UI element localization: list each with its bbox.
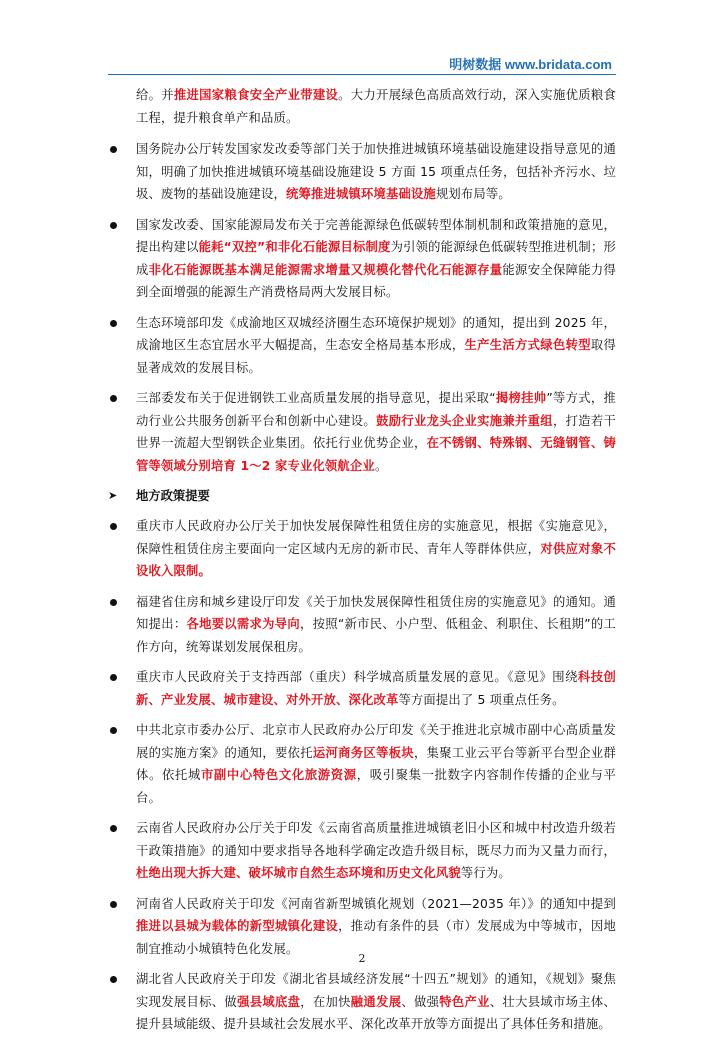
highlight-text: 推进国家粮食安全产业带建设 bbox=[173, 88, 339, 102]
body-text: ，推动有条件的县（市）发展成为中等城市，因地制宜推动小城镇特色化发展。 bbox=[136, 919, 617, 956]
body-text: ，吸引聚集一批数字内容制作传播的企业与平台。 bbox=[136, 768, 616, 805]
highlight-text: 强县域底盘 bbox=[237, 994, 301, 1009]
highlight-text: 非化石能源既基本满足能源需求增量又规模化替代化石能源存量 bbox=[148, 262, 503, 277]
header-rule bbox=[108, 74, 616, 75]
highlight-text: 鼓励行业龙头企业实施兼并重组 bbox=[376, 413, 553, 428]
highlight-text: 推进以县城为载体的新型城镇化建设 bbox=[136, 919, 339, 933]
page-number: 2 bbox=[358, 952, 366, 965]
highlight-text: 杜绝出现大拆大建、破坏城市自然生态环境和历史文化风貌 bbox=[136, 866, 461, 880]
policy-item bbox=[108, 968, 616, 1036]
body-text: 重庆市人民政府关于支持西部（重庆）科学城高质量发展的意见。《意见》围绕 bbox=[136, 670, 578, 684]
body-text: 给。并 bbox=[136, 88, 174, 102]
intro-paragraph bbox=[108, 84, 616, 129]
body-text: 、做强 bbox=[401, 994, 440, 1009]
body-text: 规划布局等。 bbox=[435, 187, 511, 201]
document-body bbox=[108, 84, 616, 1044]
arrow-bullet-icon: ➤ bbox=[108, 489, 118, 502]
highlight-text: 运河商务区等板块 bbox=[312, 745, 414, 760]
highlight-text: 对供应对象不设收入限制。 bbox=[136, 541, 617, 578]
body-text: 三部委发布关于促进钢铁工业高质量发展的指导意见，提出采取“ bbox=[136, 391, 496, 405]
body-text: 、壮大县域市场主体、提升县域能级、提升县域社会发展水平、深化改革开放等方面提出了具体任务和措施。 bbox=[136, 994, 616, 1031]
bullet-dot-icon bbox=[110, 395, 117, 402]
policy-item bbox=[108, 893, 616, 961]
policy-item bbox=[108, 138, 616, 206]
body-text: 能源安全保障能力得到全面增强的能源生产消费格局两大发展目标。 bbox=[136, 262, 616, 299]
policy-item bbox=[108, 591, 616, 659]
bullet-dot-icon bbox=[110, 320, 117, 327]
body-text: ，集聚工业云平台等新平台型企业群体。依托城 bbox=[136, 745, 616, 782]
bullet-dot-icon bbox=[110, 727, 117, 734]
highlight-text: 各地要以需求为导向 bbox=[186, 617, 300, 631]
policy-item bbox=[108, 387, 616, 477]
policy-item bbox=[108, 719, 616, 809]
bullet-dot-icon bbox=[110, 976, 117, 983]
brand-header: 明树数据 www.bridata.com bbox=[449, 57, 612, 72]
highlight-text: 特色产业 bbox=[439, 994, 490, 1009]
body-text: ”等方式，推动行业公共服务创新平台和创新中心建设。 bbox=[136, 391, 616, 428]
bullet-dot-icon bbox=[110, 901, 117, 908]
body-text: 等方面提出了 5 项重点任务。 bbox=[398, 692, 565, 707]
body-text: 福建省住房和城乡建设厅印发《关于加快发展保障性租赁住房的实施意见》的通知。通知提出： bbox=[136, 594, 616, 631]
body-text: ，打造若干世界一流超大型钢铁企业集团。依托行业优势企业， bbox=[136, 413, 616, 450]
section-heading bbox=[108, 485, 616, 507]
highlight-text: 市副中心特色文化旅游资源 bbox=[200, 768, 357, 782]
body-text: ，按照“新市民、小户型、低租金、利职住、长租期”的工作方向，统筹谋划发展保租房。 bbox=[136, 617, 616, 654]
body-text: 为引领的能源绿色低碳转型推进机制；形成 bbox=[136, 240, 616, 277]
policy-item bbox=[108, 312, 616, 380]
body-text: ，在加快 bbox=[300, 994, 351, 1009]
section-title: 地方政策提要 bbox=[136, 489, 210, 503]
body-text: 中共北京市委办公厅、北京市人民政府办公厅印发《关于推进北京城市副中心高质量发展的实施方案》的通知，要依托 bbox=[136, 723, 616, 760]
national-policy-list bbox=[108, 138, 616, 477]
bullet-dot-icon bbox=[110, 674, 117, 681]
highlight-text: 融通发展 bbox=[350, 994, 402, 1009]
highlight-text: 生产生活方式绿色转型 bbox=[464, 338, 591, 352]
policy-item bbox=[108, 515, 616, 583]
body-text: 国务院办公厅转发国家发改委等部门关于加快推进城镇环境基础设施建设指导意见的通知，明确了加快推进城镇环境基础设施建设 5 方面 15 项重点任务，包括补齐污水、垃圾、废物的基础设施建设， bbox=[136, 142, 616, 201]
body-text: 国家发改委、国家能源局发布关于完善能源绿色低碳转型体制机制和政策措施的意见，提出构建以 bbox=[136, 217, 616, 254]
highlight-text: 在不锈钢、特殊钢、无缝钢管、铸管等领域分别培育 1～2 家专业化领航企业 bbox=[136, 436, 616, 473]
body-text: 湖北省人民政府关于印发《湖北省县域经济发展“十四五”规划》的通知，《规划》聚焦实现发展目标、做 bbox=[136, 972, 616, 1009]
body-text: 。大力开展绿色高质高效行动，深入实施优质粮食工程，提升粮食单产和品质。 bbox=[136, 88, 616, 125]
policy-item bbox=[108, 666, 616, 711]
policy-item bbox=[108, 214, 616, 304]
body-text: 重庆市人民政府办公厅关于加快发展保障性租赁住房的实施意见，根据《实施意见》，保障性租赁住房主要面向一定区域内无房的新市民、青年人等群体供应， bbox=[136, 519, 616, 556]
bullet-dot-icon bbox=[110, 146, 117, 153]
highlight-text: 科技创新、产业发展、城市建设、对外开放、深化改革 bbox=[136, 670, 616, 707]
highlight-text: 能耗“双控”和非化石能源目标制度 bbox=[198, 240, 391, 254]
body-text: 取得显著成效的发展目标。 bbox=[136, 338, 616, 375]
bullet-dot-icon bbox=[110, 825, 117, 832]
body-text: 云南省人民政府办公厅关于印发《云南省高质量推进城镇老旧小区和城中村改造升级若干政策措施》的通知中要求指导各地科学确定改造升级目标，既尽力而为又量力而行， bbox=[136, 821, 616, 858]
body-text: 。 bbox=[374, 458, 388, 473]
highlight-text: 统筹推进城镇环境基础设施 bbox=[285, 187, 436, 201]
bullet-dot-icon bbox=[110, 523, 117, 530]
highlight-text: 揭榜挂帅 bbox=[495, 391, 547, 405]
policy-item bbox=[108, 817, 616, 885]
body-text: 生态环境部印发《成渝地区双城经济圈生态环境保护规划》的通知，提出到 2025 年，成渝地区生态宜居水平大幅提高，生态安全格局基本形成， bbox=[136, 315, 616, 352]
bullet-dot-icon bbox=[110, 599, 117, 606]
bullet-dot-icon bbox=[110, 222, 117, 229]
body-text: 等行为。 bbox=[460, 866, 511, 880]
body-text: 河南省人民政府关于印发《河南省新型城镇化规划（2021—2035 年）》的通知中提到 bbox=[136, 896, 616, 911]
